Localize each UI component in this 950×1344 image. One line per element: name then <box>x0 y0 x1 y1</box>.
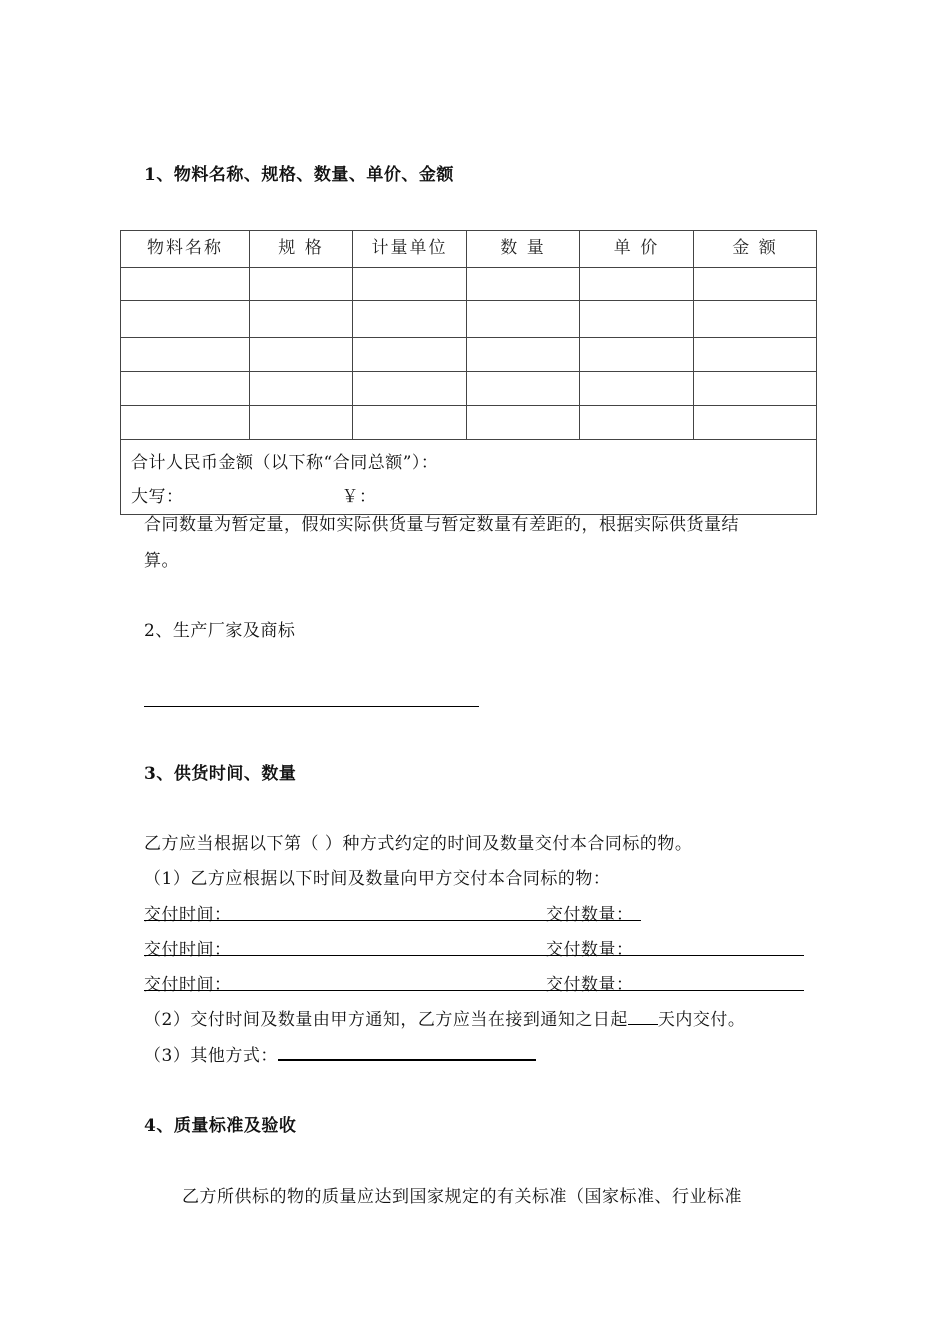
delivery-row-line-1 <box>144 920 641 921</box>
table-cell <box>250 372 353 406</box>
materials-table <box>120 230 817 515</box>
table-cell <box>121 268 250 301</box>
table-cell <box>353 268 467 301</box>
option2-text-after: 天内交付。 <box>657 1010 746 1030</box>
col-header-spec: 规 格 <box>250 231 353 268</box>
table-cell <box>467 406 580 440</box>
daxie-label: 大写： <box>131 487 184 507</box>
other-method-blank <box>278 1043 536 1061</box>
delivery-time-label-3: 交付时间： <box>144 975 232 995</box>
col-header-amount: 金 额 <box>694 231 817 268</box>
delivery-time-label-2: 交付时间： <box>144 940 232 960</box>
col-header-unit-price: 单 价 <box>580 231 694 268</box>
option2-text-before: （2）交付时间及数量由甲方通知，乙方应当在接到通知之日起 <box>144 1010 628 1030</box>
table-cell <box>580 268 694 301</box>
table-cell <box>694 338 817 372</box>
table-cell <box>250 268 353 301</box>
table-cell <box>694 406 817 440</box>
section2-heading: 2、生产厂家及商标 <box>144 621 296 641</box>
table-cell <box>121 301 250 338</box>
table-row <box>121 406 817 440</box>
col-header-unit: 计量单位 <box>353 231 467 268</box>
table-row <box>121 301 817 338</box>
table-cell <box>467 268 580 301</box>
section1-heading: 1、物料名称、规格、数量、单价、金额 <box>144 165 454 185</box>
table-cell <box>467 338 580 372</box>
table-cell <box>694 372 817 406</box>
table-header-row <box>121 231 817 268</box>
table-cell <box>121 338 250 372</box>
table-cell <box>467 372 580 406</box>
table-cell <box>580 406 694 440</box>
supply-intro: 乙方应当根据以下第（ ）种方式约定的时间及数量交付本合同标的物。 <box>144 834 693 854</box>
delivery-row-line-3 <box>144 990 804 991</box>
table-cell <box>580 301 694 338</box>
section3-heading: 3、供货时间、数量 <box>144 764 297 784</box>
table-cell <box>121 406 250 440</box>
table-row <box>121 268 817 301</box>
manufacturer-blank-line <box>144 706 479 707</box>
quantity-note-line2: 算。 <box>144 551 179 571</box>
table-cell <box>694 268 817 301</box>
col-header-material-name: 物料名称 <box>121 231 250 268</box>
table-cell <box>694 301 817 338</box>
days-blank <box>628 1008 658 1025</box>
table-cell <box>353 338 467 372</box>
table-cell <box>250 338 353 372</box>
section4-heading: 4、质量标准及验收 <box>144 1116 297 1136</box>
option2-text <box>144 1005 745 1030</box>
quality-paragraph-line1: 乙方所供标的物的质量应达到国家规定的有关标准（国家标准、行业标准 <box>182 1187 742 1207</box>
table-cell <box>250 406 353 440</box>
table-row <box>121 338 817 372</box>
table-cell <box>121 372 250 406</box>
total-values <box>131 480 816 514</box>
table-cell <box>250 301 353 338</box>
option3-label: （3）其他方式： <box>144 1046 278 1066</box>
delivery-qty-label-3: 交付数量： <box>546 975 634 995</box>
table-cell <box>467 301 580 338</box>
table-cell <box>353 406 467 440</box>
delivery-row-line-2 <box>144 955 804 956</box>
table-cell <box>353 372 467 406</box>
option1-text: （1）乙方应根据以下时间及数量向甲方交付本合同标的物： <box>144 869 611 889</box>
option3-text <box>144 1041 536 1066</box>
delivery-qty-label-2: 交付数量： <box>546 940 634 960</box>
table-total-row <box>121 440 817 515</box>
table-cell <box>353 301 467 338</box>
total-cell <box>121 440 817 515</box>
total-label: 合计人民币金额（以下称“合同总额”）： <box>131 453 439 473</box>
quantity-note-line1: 合同数量为暂定量，假如实际供货量与暂定数量有差距的，根据实际供货量结 <box>144 515 739 535</box>
table-row <box>121 372 817 406</box>
yuan-label: ￥： <box>341 487 377 507</box>
table-cell <box>580 372 694 406</box>
col-header-quantity: 数 量 <box>467 231 580 268</box>
delivery-time-label-1: 交付时间： <box>144 905 232 925</box>
delivery-qty-label-1: 交付数量： <box>546 905 634 925</box>
table-cell <box>580 338 694 372</box>
